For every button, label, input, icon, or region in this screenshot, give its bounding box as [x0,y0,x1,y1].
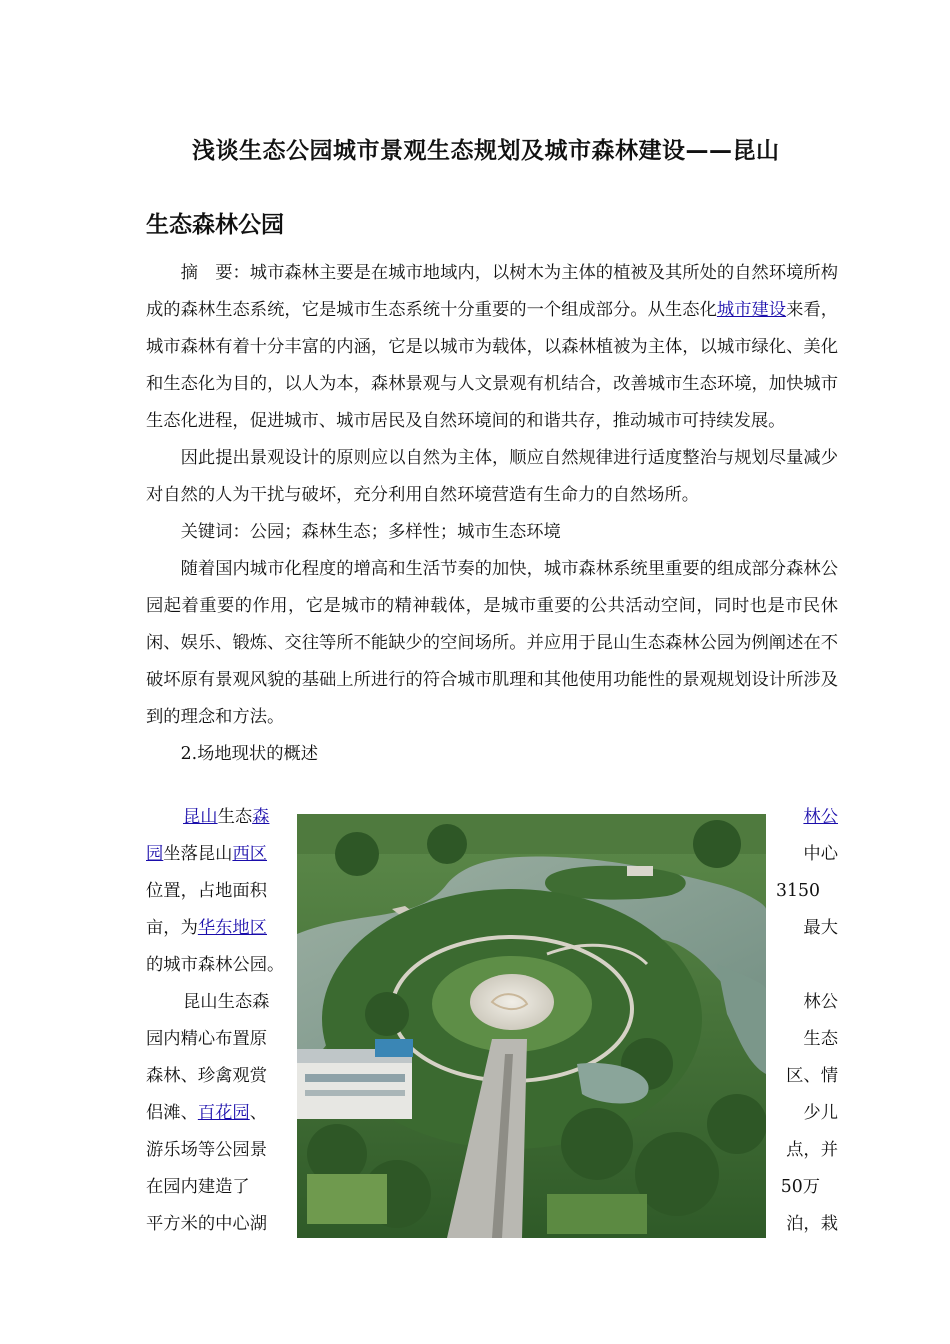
forest-link-part3[interactable]: 园 [146,844,164,864]
city-construction-link[interactable]: 城市建设 [716,300,787,320]
west-district-link[interactable]: 西区 [232,844,268,864]
abstract-text-1: 城市森林主要是在城市地域内，以树木为主体的植被及其所处的自然环境所构成的森林生态系统，它是城市生态系统十分重要的一个组成部分。从生态化 [146,263,838,320]
wrap-row: 平方米的中心湖 泊，栽 [146,1214,838,1234]
abstract-text-2: 来看，城市森林有着十分丰富的内涵，它是以城市为载体，以森林植被为主体，以城市绿化、美化和生态化为目的，以人为本，森林景观与人文景观有机结合，改善城市生态环境，加快城市生态化进程，促进城市、城市居民及自然环境间的和谐共存，推动城市可持续发展。 [146,300,838,431]
keywords-paragraph: 关键词：公园；森林生态；多样性；城市生态环境 [180,522,561,542]
title-line-1: 浅谈生态公园城市景观生态规划及城市森林建设——昆山 [192,138,780,164]
section-heading: 2.场地现状的概述 [180,744,319,764]
wrap-row: 的城市森林公园。 [146,955,285,975]
wrap-row: 昆山生态森 林公 [183,807,838,827]
title-line-2: 生态森林公园 [146,212,284,238]
intro-paragraph: 随着国内城市化程度的增高和生活节奏的加快，城市森林系统里重要的组成部分森林公园起着重要的作用，它是城市的精神载体，是城市重要的公共活动空间，同时也是市民休闲、娱乐、锻炼、交往等所不能缺少的空间场所。并应用于昆山生态森林公园为例阐述在不破坏原有景观风貌的基础上所进行的符合城市肌理和其他使用功能性的景观规划设计所涉及到的理念和方法。 [146,559,838,727]
principle-paragraph: 因此提出景观设计的原则应以自然为主体，顺应自然规律进行适度整治与规划尽量减少对自然的人为干扰与破坏，充分利用自然环境营造有生命力的自然场所。 [146,448,838,505]
wrap-row: 昆山生态森 林公 [183,992,838,1012]
east-china-link[interactable]: 华东地区 [197,918,267,938]
wrap-row: 森林、珍禽观赏 区、情 [146,1066,838,1086]
forest-link-part2[interactable]: 林公 [803,807,838,827]
wrap-row: 游乐场等公园景 点，并 [146,1140,838,1160]
wrap-row: 侣滩、百花园、 少儿 [146,1103,838,1123]
hundred-flowers-link[interactable]: 百花园 [197,1103,250,1123]
park-aerial-photo [297,814,766,1238]
wrap-row: 亩，为华东地区 最大 [146,918,838,938]
body-text [146,255,838,773]
wrap-row: 园坐落昆山西区 中心 [146,844,838,864]
wrap-row: 园内精心布置原 生态 [146,1029,838,1049]
abstract-paragraph [146,255,838,440]
abstract-label: 摘 要： [180,263,250,283]
kunshan-link[interactable]: 昆山 [183,807,218,827]
forest-link-part1[interactable]: 森 [252,807,270,827]
wrap-row: 在园内建造了 50万 [146,1177,820,1197]
wrap-row: 位置，占地面积 3150 [146,881,820,901]
